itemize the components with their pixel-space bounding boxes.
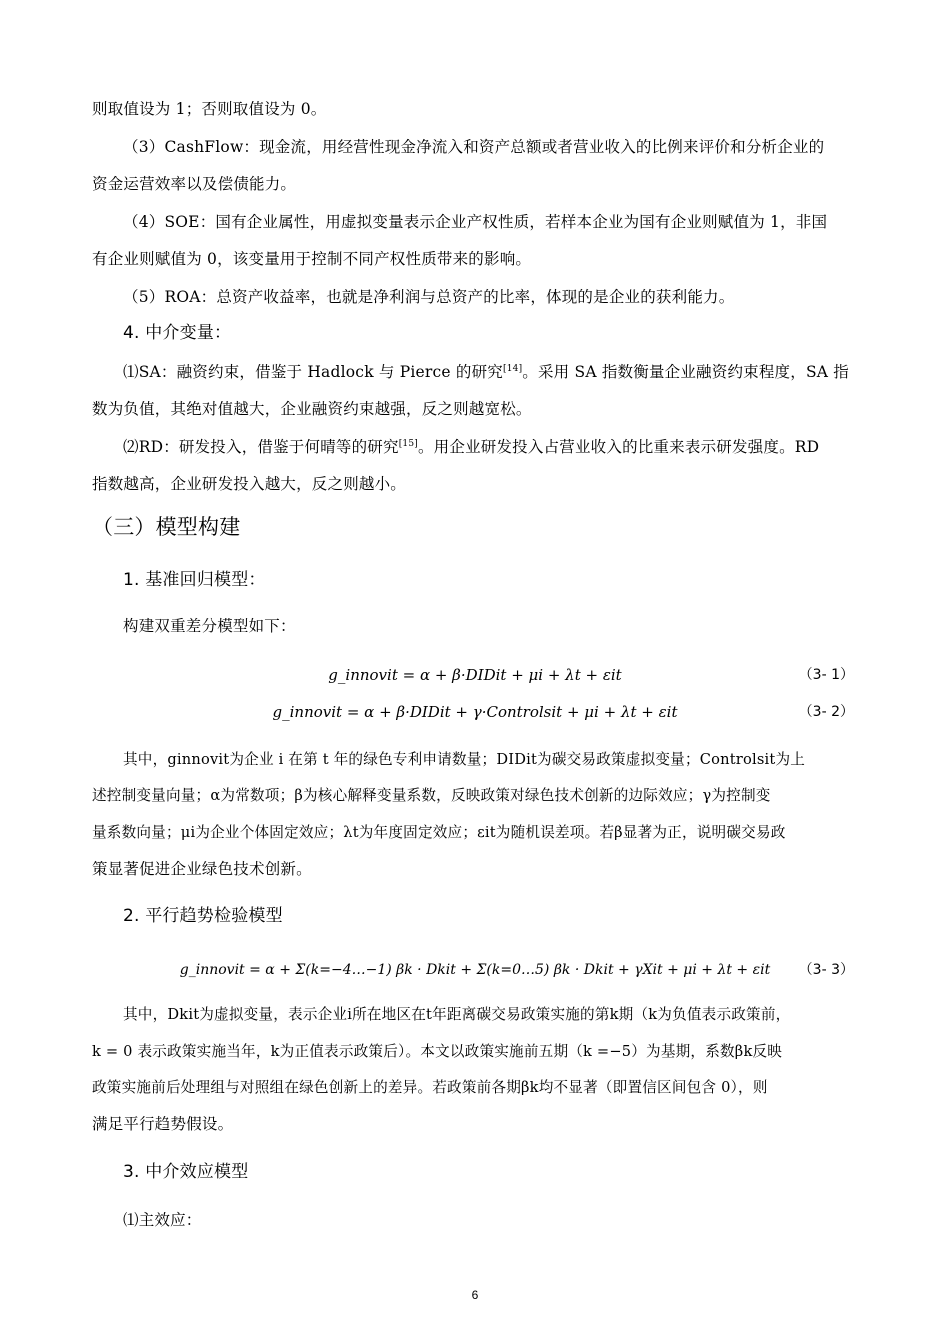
paragraph-line: 策显著促进企业绿色技术创新。 — [92, 860, 312, 878]
paragraph-line: 其中，ginnovit为企业 i 在第 t 年的绿色专利申请数量；DIDit为碳交易政策虚拟变量；Controlsit为上 — [123, 751, 806, 768]
paragraph-line: 述控制变量向量；α为常数项；β为核心解释变量系数，反映政策对绿色技术创新的边际效应；γ为控制变 — [92, 787, 771, 804]
citation-ref: [15] — [398, 438, 418, 449]
paragraph-line: 资金运营效率以及偿债能力。 — [92, 175, 297, 193]
equation-number: （3- 3） — [798, 962, 854, 978]
paragraph-line: 满足平行趋势假设。 — [92, 1115, 234, 1133]
citation-ref: [14] — [503, 363, 523, 374]
equation-3-1: g_innovit = α + β·DIDit + μi + λt + εit — [328, 666, 622, 684]
equation-3-3: g_innovit = α + Σ(k=−4…−1) βk · Dkit + Σ(k=0…5) βk · Dkit + γXit + μi + λt + εit — [179, 962, 771, 978]
paragraph-line: 构建双重差分模型如下： — [123, 617, 296, 635]
paragraph-line: 指数越高，企业研发投入越大，反之则越小。 — [92, 475, 407, 493]
equation-number: （3- 1） — [798, 667, 854, 683]
page-number: 6 — [471, 1288, 479, 1302]
section-heading: 4. 中介变量： — [123, 323, 232, 343]
paragraph-line: （5）ROA：总资产收益率，也就是净利润与总资产的比率，体现的是企业的获利能力。 — [123, 288, 735, 306]
paragraph-line: ⑴主效应： — [123, 1211, 202, 1229]
paragraph-line: 数为负值，其绝对值越大，企业融资约束越强，反之则越宽松。 — [92, 400, 532, 418]
equation-number: （3- 2） — [798, 704, 854, 720]
paragraph-line: （4）SOE：国有企业属性，用虚拟变量表示企业产权性质，若样本企业为国有企业则赋值为 1，非国 — [123, 213, 828, 231]
paragraph-line: k = 0 表示政策实施当年，k为正值表示政策后）。本文以政策实施前五期（k =−5）为基期，系数βk反映 — [92, 1043, 783, 1060]
paragraph-line: ⑵RD：研发投入，借鉴于何晴等的研究[15]。用企业研发投入占营业收入的比重来表示研发强度。RD — [123, 438, 820, 456]
paragraph-line: ⑴SA：融资约束，借鉴于 Hadlock 与 Pierce 的研究[14]。采用 SA 指数衡量企业融资约束程度，SA 指 — [123, 363, 849, 381]
equation-3-2: g_innovit = α + β·DIDit + γ·Controlsit + μi + λt + εit — [272, 703, 678, 721]
section-heading: 1. 基准回归模型： — [123, 570, 266, 590]
paragraph-line: 量系数向量；μi为企业个体固定效应；λt为年度固定效应；εit为随机误差项。若β显著为正，说明碳交易政 — [92, 824, 786, 841]
section-heading: 3. 中介效应模型 — [123, 1162, 249, 1182]
chapter-heading: （三）模型构建 — [92, 515, 241, 539]
paragraph-line: （3）CashFlow：现金流，用经营性现金净流入和资产总额或者营业收入的比例来评价和分析企业的 — [123, 138, 825, 156]
paragraph-line: 政策实施前后处理组与对照组在绿色创新上的差异。若政策前各期βk均不显著（即置信区间包含 0），则 — [92, 1079, 768, 1096]
paragraph-line: 则取值设为 1；否则取值设为 0。 — [92, 100, 327, 118]
paragraph-line: 其中，Dkit为虚拟变量，表示企业i所在地区在t年距离碳交易政策实施的第k期（k为负值表示政策前， — [123, 1006, 791, 1023]
paragraph-line: 有企业则赋值为 0，该变量用于控制不同产权性质带来的影响。 — [92, 250, 532, 268]
section-heading: 2. 平行趋势检验模型 — [123, 906, 283, 926]
